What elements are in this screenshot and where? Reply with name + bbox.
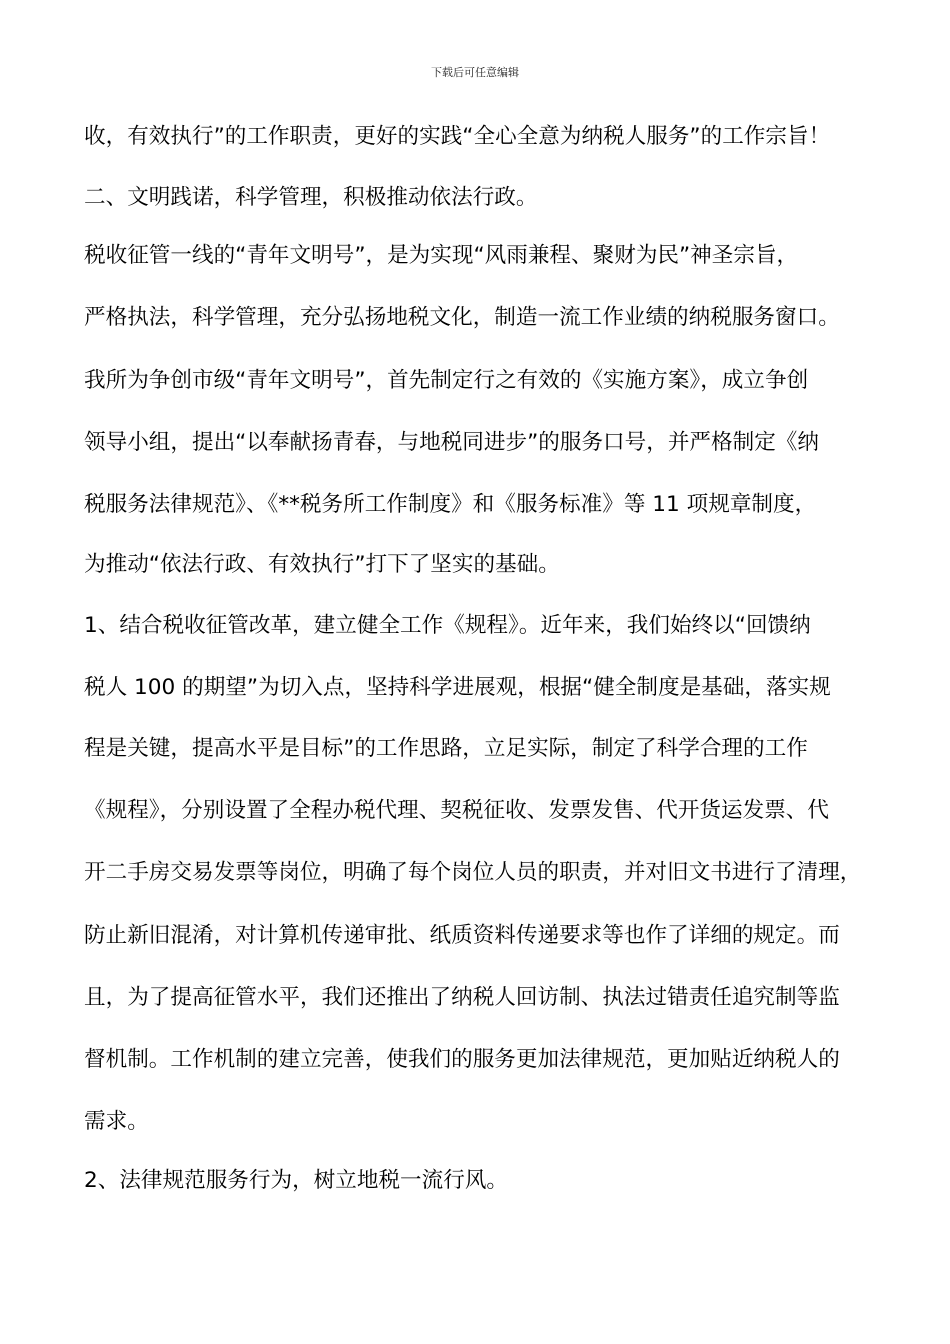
- body-line: 领导小组，提出“以奉献扬青春，与地税同进步”的服务口号，并严格制定《纳: [84, 430, 819, 455]
- body-line: 且，为了提高征管水平，我们还推出了纳税人回访制、执法过错责任追究制等监: [84, 985, 840, 1010]
- body-line: 《规程》，分别设置了全程办税代理、契税征收、发票发售、代开货运发票、代: [84, 798, 829, 823]
- page-header: 下载后可任意编辑: [431, 66, 519, 79]
- body-line: 1、结合税收征管改革，建立健全工作《规程》。近年来，我们始终以“回馈纳: [84, 613, 811, 638]
- body-line: 税服务法律规范》、《**税务所工作制度》和《服务标准》等 11 项规章制度，: [84, 492, 817, 517]
- body-line: 收，有效执行”的工作职责，更好的实践“全心全意为纳税人服务”的工作宗旨！: [84, 124, 831, 149]
- body-line: 为推动“依法行政、有效执行”打下了坚实的基础。: [84, 552, 560, 577]
- body-line: 我所为争创市级“青年文明号”，首先制定行之有效的《实施方案》，成立争创: [84, 368, 809, 393]
- body-line: 督机制。工作机制的建立完善，使我们的服务更加法律规范，更加贴近纳税人的: [84, 1047, 840, 1072]
- body-line: 严格执法，科学管理，充分弘扬地税文化，制造一流工作业绩的纳税服务窗口。: [84, 305, 840, 330]
- body-line: 防止新旧混淆，对计算机传递审批、纸质资料传递要求等也作了详细的规定。而: [84, 923, 840, 948]
- body-line: 需求。: [84, 1109, 149, 1134]
- body-line: 二、文明践诺，科学管理，积极推动依法行政。: [84, 185, 538, 210]
- body-line: 开二手房交易发票等岗位，明确了每个岗位人员的职责，并对旧文书进行了清理，: [84, 860, 862, 885]
- body-line: 2、法律规范服务行为，树立地税一流行风。: [84, 1168, 509, 1193]
- body-line: 税人 100 的期望”为切入点，坚持科学进展观，根据“健全制度是基础，落实规: [84, 675, 831, 700]
- body-line: 程是关键，提高水平是目标”的工作思路，立足实际，制定了科学合理的工作: [84, 736, 808, 761]
- body-line: 税收征管一线的“青年文明号”，是为实现“风雨兼程、聚财为民”神圣宗旨，: [84, 243, 799, 268]
